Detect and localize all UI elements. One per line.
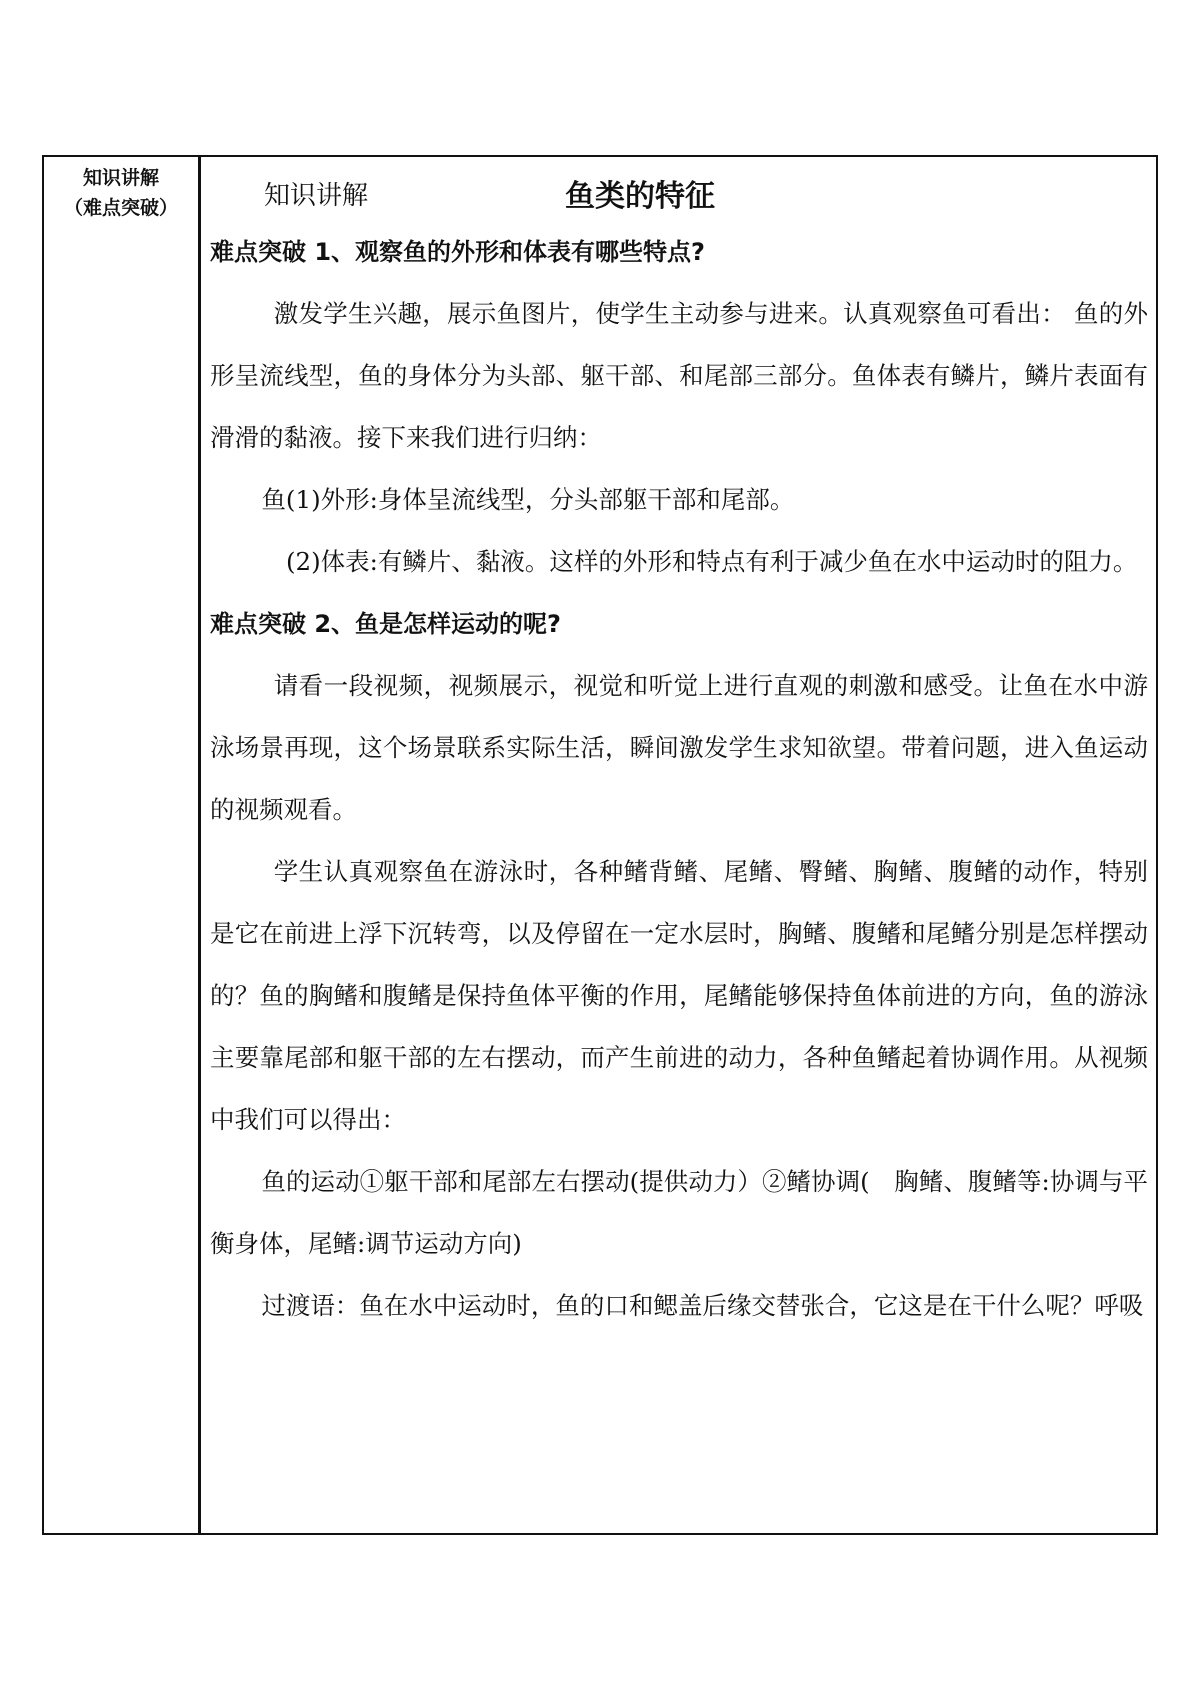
question-heading-2: 难点突破 2、鱼是怎样运动的呢? bbox=[210, 610, 561, 638]
paragraph-surface: (2)体表:有鳞片、黏液。这样的外形和特点有利于减少鱼在水中运动时的阻力。 bbox=[285, 547, 1138, 576]
paragraph-intro: 激发学生兴趣，展示鱼图片，使学生主动参与进来。认真观察鱼可看出： 鱼的外形呈流线型，鱼的身体分为头部、躯干部、和尾部三部分。鱼体表有鳞片，鳞片表面有滑滑的黏液。接下来我们进行归纳： bbox=[210, 299, 1148, 452]
page-title: 鱼类的特征 bbox=[565, 179, 715, 214]
content-cell bbox=[210, 157, 1148, 1337]
column-divider bbox=[198, 157, 201, 1533]
paragraph-fins: 学生认真观察鱼在游泳时，各种鳍背鳍、尾鳍、臀鳍、胸鳍、腹鳍的动作，特别是它在前进上浮下沉转弯，以及停留在一定水层时，胸鳍、腹鳍和尾鳍分别是怎样摆动的？鱼的胸鳍和腹鳍是保持鱼体平衡的作用，尾鳍能够保持鱼体前进的方向，鱼的游泳主要靠尾部和躯干部的左右摆动，而产生前进的动力，各种鱼鳍起着协调作用。从视频中我们可以得出： bbox=[210, 857, 1148, 1134]
section-heading: 知识讲解 bbox=[264, 181, 369, 211]
lesson-table bbox=[42, 155, 1158, 1535]
section-label-cell bbox=[44, 163, 198, 223]
section-label-line2: （难点突破） bbox=[63, 197, 178, 219]
title-row bbox=[210, 157, 1148, 221]
question-heading-1: 难点突破 1、观察鱼的外形和体表有哪些特点? bbox=[210, 238, 705, 266]
paragraph-motion-summary: 鱼的运动①躯干部和尾部左右摆动(提供动力）②鳍协调( 胸鳍、腹鳍等:协调与平衡身体，尾鳍:调节运动方向) bbox=[210, 1167, 1148, 1258]
paragraph-transition: 过渡语：鱼在水中运动时，鱼的口和鳃盖后缘交替张合，它这是在干什么呢？呼吸 bbox=[261, 1291, 1144, 1320]
section-label-line1: 知识讲解 bbox=[82, 167, 159, 189]
paragraph-video: 请看一段视频，视频展示，视觉和听觉上进行直观的刺激和感受。让鱼在水中游泳场景再现，这个场景联系实际生活，瞬间激发学生求知欲望。带着问题，进入鱼运动的视频观看。 bbox=[210, 671, 1148, 824]
paragraph-shape: 鱼(1)外形:身体呈流线型，分头部躯干部和尾部。 bbox=[261, 485, 795, 514]
